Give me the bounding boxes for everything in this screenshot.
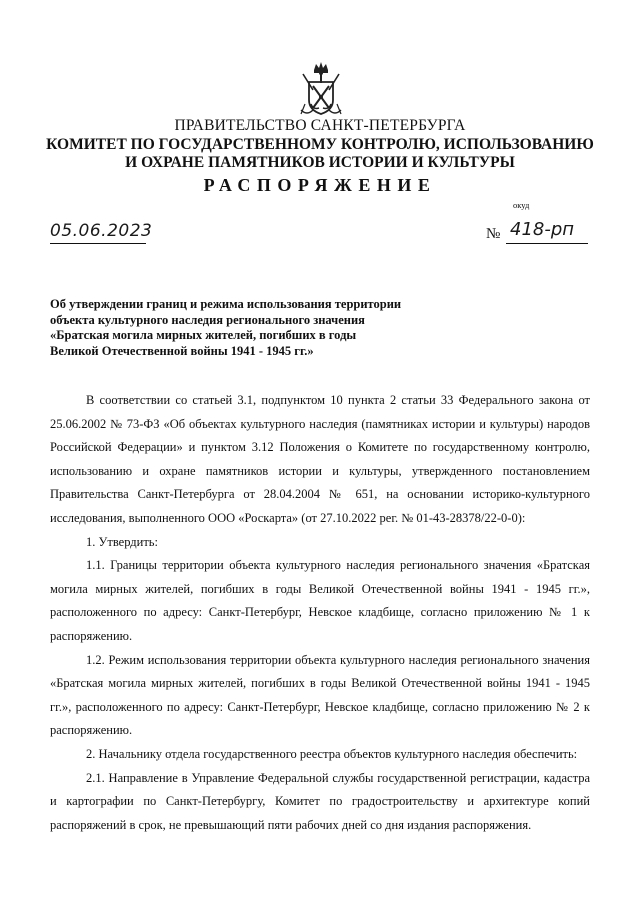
- subject-line3: «Братская могила мирных жителей, погибших в годы: [50, 328, 357, 342]
- document-number: 418-рп: [510, 219, 575, 240]
- document-date: 05.06.2023: [50, 221, 153, 241]
- item-1-paragraph: 1. Утвердить:: [86, 534, 158, 549]
- government-title: ПРАВИТЕЛЬСТВО САНКТ-ПЕТЕРБУРГА: [174, 117, 466, 134]
- subject-line1: Об утверждении границ и режима использования территории: [50, 297, 402, 311]
- item-2-paragraph: 2. Начальнику отдела государственного реестра объектов культурного наследия обеспечить:: [86, 746, 578, 761]
- item-1-2-paragraph: 1.2. Режим использования территории объекта культурного наследия регионального значения «Братская могила мирных жителей, погибших в годы Великой Отечественной войны 1941 - 1945 гг.», расположенного по адресу: Санкт-Петербург, Невское кладбище, согласно приложению № 2 к распоряжению.: [50, 652, 590, 738]
- item-1-1-paragraph: 1.1. Границы территории объекта культурного наследия регионального значения «Братская могила мирных жителей, погибших в годы Великой Отечественной войны 1941 - 1945 гг.», расположенного по адресу: Санкт-Петербург, Невское кладбище, согласно приложению № 1 к распоряжению.: [50, 558, 590, 643]
- saint-petersburg-coat-of-arms-icon: [299, 60, 343, 118]
- committee-title: [0, 136, 640, 172]
- committee-title-line1: КОМИТЕТ ПО ГОСУДАРСТВЕННОМУ КОНТРОЛЮ, ИСПОЛЬЗОВАНИЮ: [46, 136, 594, 153]
- item-2-1-paragraph: 2.1. Направление в Управление Федеральной службы государственной регистрации, кадастра и картографии по Санкт-Петербургу, Комитет по градостроительству и архитектуре копий распоряжений в срок, не превышающий пяти рабочих дней со дня издания распоряжения.: [50, 770, 590, 832]
- preamble-paragraph: В соответствии со статьей 3.1, подпунктом 10 пункта 2 статьи 33 Федерального закона от 25.06.2002 № 73-ФЗ «Об объектах культурного наследия (памятниках истории и культуры) народов Российской Федерации» и пунктом 3.12 Положения о Комитете по государственному контролю, использованию и охране памятников истории и культуры, утвержденного постановлением Правительства Санкт-Петербурга от 28.04.2004 № 651, на основании историко-культурного исследования, выполненного ООО «Роскарта» (от 27.10.2022 рег. № 01-43-28378/22-0-0):: [50, 393, 590, 525]
- committee-title-line2: И ОХРАНЕ ПАМЯТНИКОВ ИСТОРИИ И КУЛЬТУРЫ: [125, 154, 515, 171]
- number-underline: [506, 243, 588, 244]
- number-sign: №: [486, 226, 501, 242]
- okud-label: окуд: [513, 200, 530, 210]
- date-underline: [50, 243, 146, 244]
- document-date-field: [50, 221, 153, 247]
- subject-line4: Великой Отечественной войны 1941 - 1945 гг.»: [50, 343, 314, 358]
- document-subject: [50, 297, 450, 359]
- subject-line2: объекта культурного наследия регионального значения: [50, 312, 365, 327]
- document-type-title: РАСПОРЯЖЕНИЕ: [203, 175, 437, 195]
- document-number-field: [506, 219, 588, 247]
- document-body: [50, 389, 590, 837]
